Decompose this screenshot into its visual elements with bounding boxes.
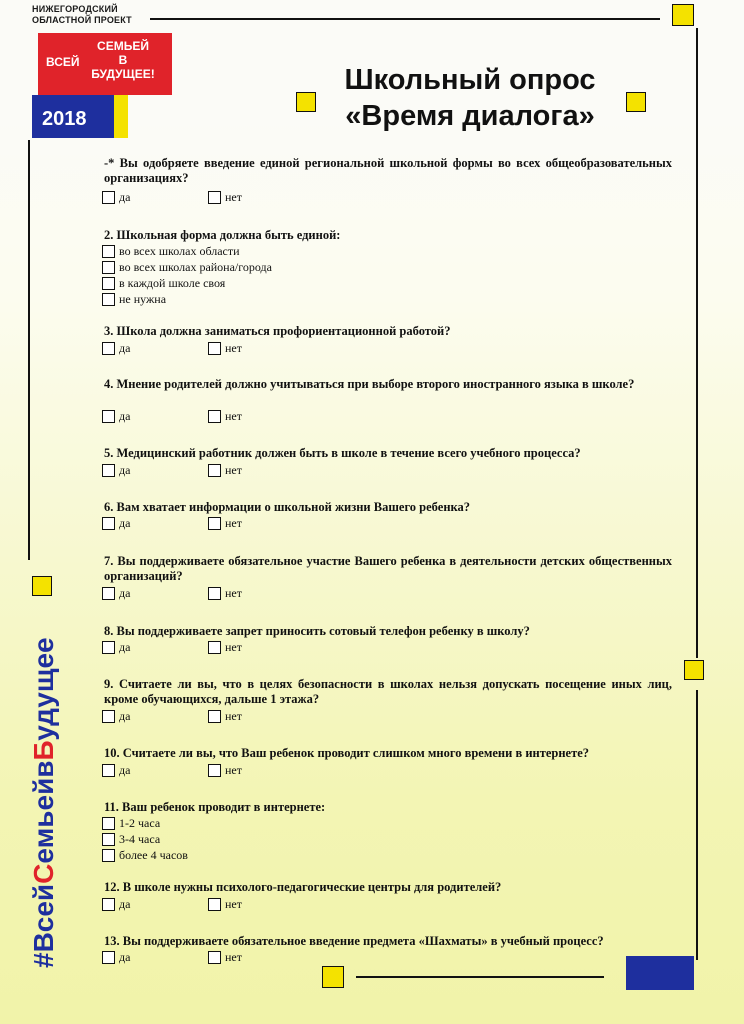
question-6-option-1[interactable]: [102, 516, 130, 530]
option-label: нет: [225, 409, 242, 423]
question-3-option-2[interactable]: [208, 341, 242, 355]
checkbox[interactable]: [102, 245, 115, 258]
question-13-option-2[interactable]: [208, 950, 242, 964]
checkbox[interactable]: [102, 849, 115, 862]
question-1-option-1[interactable]: [102, 190, 130, 204]
question-4-option-1[interactable]: [102, 409, 130, 423]
option-label: в каждой школе своя: [119, 276, 226, 290]
question-12-option-2[interactable]: [208, 897, 242, 911]
yellow-square-top-right: [672, 4, 694, 26]
logo-word-v: В: [118, 53, 128, 67]
checkbox[interactable]: [208, 898, 221, 911]
question-8-text: 8. Вы поддерживаете запрет приносить сотовый телефон ребенку в школу?: [104, 624, 530, 638]
hashtag-part5: Б: [28, 740, 59, 761]
checkbox[interactable]: [102, 898, 115, 911]
checkbox[interactable]: [102, 293, 115, 306]
hashtag-part3: емьей: [28, 777, 59, 864]
checkbox[interactable]: [102, 817, 115, 830]
checkbox[interactable]: [102, 641, 115, 654]
option-label: 1-2 часа: [119, 816, 161, 830]
yellow-square-left-mid: [32, 576, 52, 596]
question-2-option-2[interactable]: [102, 260, 272, 274]
hashtag-part4: в: [28, 760, 59, 778]
checkbox[interactable]: [102, 277, 115, 290]
yellow-square-bottom-left: [322, 966, 344, 988]
question-5-option-2[interactable]: [208, 463, 242, 477]
question-11-option-2[interactable]: [102, 832, 160, 846]
question-3-option-1[interactable]: [102, 341, 130, 355]
question-7-option-2[interactable]: [208, 586, 242, 600]
question-11-option-3[interactable]: [102, 848, 188, 862]
frame-line-left: [28, 140, 30, 560]
logo-yellow-block: [114, 95, 128, 138]
frame-line-right: [696, 28, 698, 658]
checkbox[interactable]: [208, 710, 221, 723]
project-caption: [32, 4, 144, 26]
checkbox[interactable]: [102, 261, 115, 274]
option-label: во всех школах области: [119, 244, 240, 258]
logo-word-group: [88, 39, 158, 81]
checkbox[interactable]: [102, 587, 115, 600]
question-2-option-3[interactable]: [102, 276, 225, 290]
checkbox[interactable]: [208, 342, 221, 355]
logo-word-budushchee: БУДУЩЕЕ!: [91, 67, 155, 81]
option-label: нет: [225, 516, 242, 530]
page-title-line2: «Время диалога»: [345, 100, 595, 132]
option-label: нет: [225, 640, 242, 654]
question-12-text: 12. В школе нужны психолого-педагогические центры для родителей?: [104, 880, 502, 894]
option-label: нет: [225, 586, 242, 600]
page-title: [300, 62, 640, 134]
option-label: да: [119, 341, 131, 355]
question-9-text: 9. Считаете ли вы, что в целях безопасности в школах нельзя допускать посещение иных лиц, кроме обучающихся, дальше 1 этажа?: [104, 677, 672, 706]
page-title-line1: Школьный опрос: [344, 64, 596, 96]
checkbox[interactable]: [208, 951, 221, 964]
project-caption-line1: НИЖЕГОРОДСКИЙ: [32, 4, 118, 14]
option-label: нет: [225, 341, 242, 355]
question-6-text: 6. Вам хватает информации о школьной жизни Вашего ребенка?: [104, 500, 471, 514]
option-label: да: [119, 763, 131, 777]
checkbox[interactable]: [208, 587, 221, 600]
logo-word-semiey: СЕМЬЕЙ: [97, 39, 149, 53]
checkbox[interactable]: [208, 764, 221, 777]
question-2-text: 2. Школьная форма должна быть единой:: [104, 228, 341, 242]
checkbox[interactable]: [102, 710, 115, 723]
frame-line-top-right: [150, 18, 660, 20]
option-label: да: [119, 709, 131, 723]
question-9-option-2[interactable]: [208, 709, 242, 723]
option-label: да: [119, 586, 131, 600]
option-label: да: [119, 409, 131, 423]
question-3-text: 3. Школа должна заниматься профориентационной работой?: [104, 324, 451, 338]
hashtag-vertical: [28, 637, 60, 968]
frame-line-right-lower: [696, 690, 698, 960]
question-7-text: 7. Вы поддерживаете обязательное участие Вашего ребенка в деятельности детских общественных организаций?: [104, 554, 672, 583]
checkbox[interactable]: [208, 410, 221, 423]
checkbox[interactable]: [102, 951, 115, 964]
option-label: во всех школах района/города: [119, 260, 272, 274]
question-6-option-2[interactable]: [208, 516, 242, 530]
hashtag-part1: #Всей: [28, 883, 59, 968]
option-label: да: [119, 897, 131, 911]
option-label: не нужна: [119, 292, 167, 306]
checkbox[interactable]: [102, 342, 115, 355]
question-11-option-1[interactable]: [102, 816, 160, 830]
question-5-option-1[interactable]: [102, 463, 130, 477]
question-5-text: 5. Медицинский работник должен быть в школе в течение всего учебного процесса?: [104, 446, 581, 460]
question-8-option-1[interactable]: [102, 640, 130, 654]
option-label: нет: [225, 897, 242, 911]
question-12-option-1[interactable]: [102, 897, 130, 911]
question-1-option-2[interactable]: [208, 190, 242, 204]
project-caption-line2: ОБЛАСТНОЙ ПРОЕКТ: [32, 15, 132, 25]
option-label: нет: [225, 763, 242, 777]
question-10-option-1[interactable]: [102, 763, 130, 777]
yellow-square-right-mid: [684, 660, 704, 680]
question-13-option-1[interactable]: [102, 950, 130, 964]
option-label: нет: [225, 190, 242, 204]
option-label: нет: [225, 950, 242, 964]
option-label: да: [119, 640, 131, 654]
question-13-text: 13. Вы поддерживаете обязательное введение предмета «Шахматы» в учебный процесс?: [104, 934, 604, 948]
question-10-option-2[interactable]: [208, 763, 242, 777]
option-label: нет: [225, 709, 242, 723]
option-label: да: [119, 463, 131, 477]
blue-rect-bottom-right: [626, 956, 694, 990]
checkbox[interactable]: [102, 764, 115, 777]
question-8-option-2[interactable]: [208, 640, 242, 654]
checkbox[interactable]: [102, 410, 115, 423]
option-label: 3-4 часа: [119, 832, 161, 846]
logo-year: 2018: [42, 108, 87, 130]
option-label: нет: [225, 463, 242, 477]
hashtag-part6: удущее: [28, 637, 59, 741]
checkbox[interactable]: [102, 833, 115, 846]
checkbox[interactable]: [208, 517, 221, 530]
question-2-option-4[interactable]: [102, 292, 166, 306]
question-10-text: 10. Считаете ли вы, что Ваш ребенок проводит слишком много времени в интернете?: [104, 746, 590, 760]
hashtag-part2: С: [28, 863, 59, 884]
option-label: да: [119, 516, 131, 530]
question-11-text: 11. Ваш ребенок проводит в интернете:: [104, 800, 326, 814]
option-label: да: [119, 190, 131, 204]
question-4-text: 4. Мнение родителей должно учитываться при выборе второго иностранного языка в школе?: [104, 377, 635, 391]
question-9-option-1[interactable]: [102, 709, 130, 723]
question-7-option-1[interactable]: [102, 586, 130, 600]
logo-word-vsei: ВСЕЙ: [46, 55, 80, 69]
frame-line-bottom: [356, 976, 604, 978]
checkbox[interactable]: [208, 191, 221, 204]
checkbox[interactable]: [208, 641, 221, 654]
option-label: да: [119, 950, 131, 964]
question-2-option-1[interactable]: [102, 244, 240, 258]
checkbox[interactable]: [102, 191, 115, 204]
checkbox[interactable]: [102, 464, 115, 477]
checkbox[interactable]: [208, 464, 221, 477]
checkbox[interactable]: [102, 517, 115, 530]
question-1-text: -* Вы одобряете введение единой региональной школьной формы во всех общеобразовательных организациях?: [104, 156, 672, 185]
question-4-option-2[interactable]: [208, 409, 242, 423]
option-label: более 4 часов: [119, 848, 188, 862]
